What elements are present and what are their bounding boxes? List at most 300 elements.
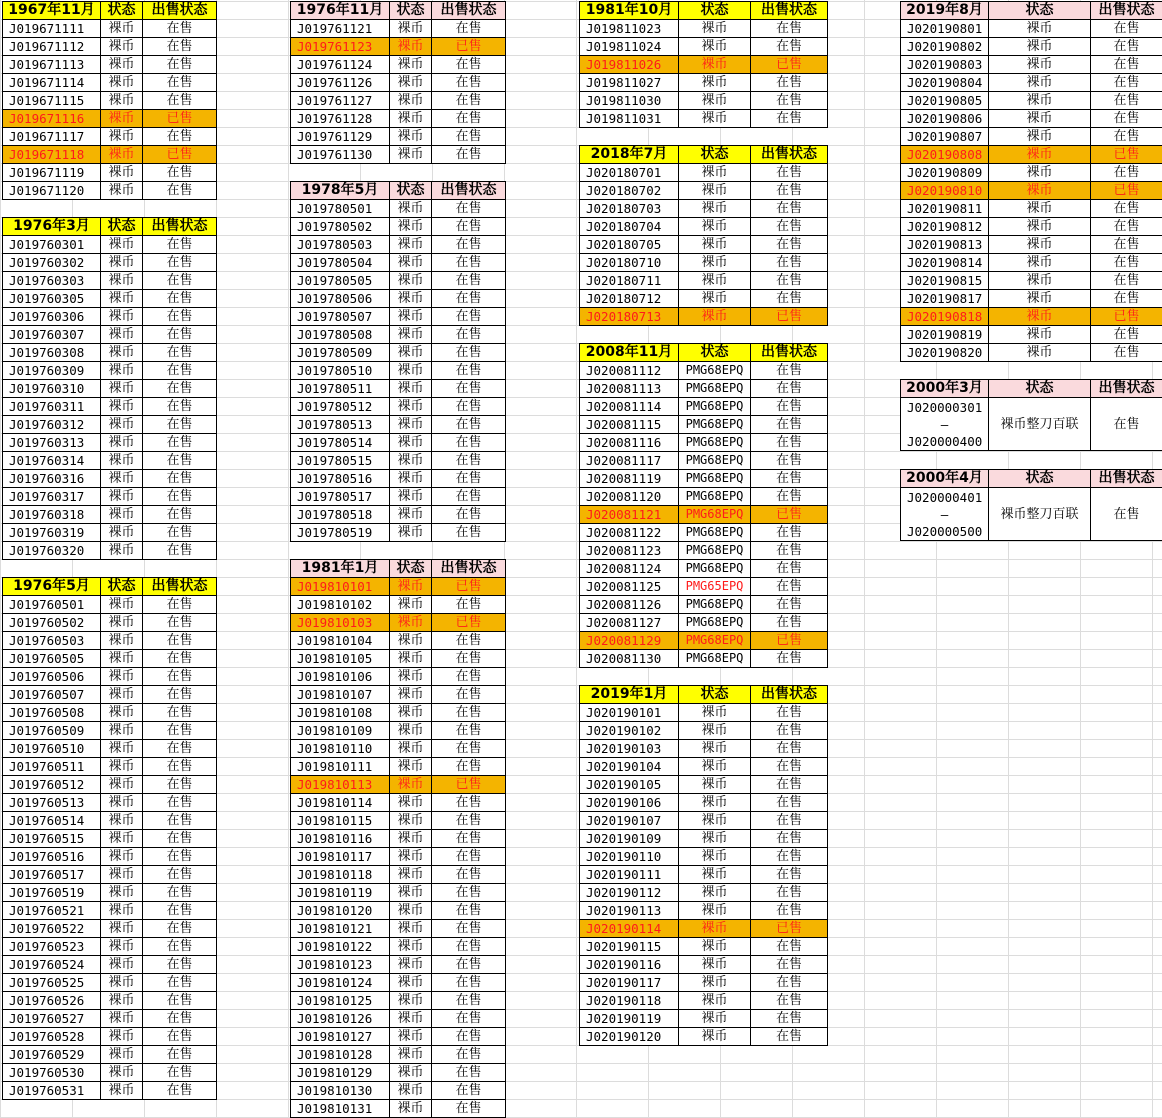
sale-status-cell[interactable]: 在售 [143, 992, 217, 1010]
sale-status-cell[interactable]: 在售 [432, 506, 506, 524]
code-cell[interactable]: J020081114 [580, 398, 679, 416]
sale-status-header-cell[interactable]: 出售状态 [1091, 2, 1162, 20]
type-cell[interactable]: 裸币 [390, 938, 432, 956]
code-cell[interactable]: J019760519 [3, 884, 101, 902]
type-cell[interactable]: 裸币 [679, 866, 751, 884]
sale-status-cell[interactable]: 在售 [432, 20, 506, 38]
sale-status-cell[interactable]: 在售 [751, 794, 828, 812]
code-cell[interactable]: J019811026 [580, 56, 679, 74]
code-cell[interactable]: J019671113 [3, 56, 101, 74]
type-cell[interactable]: 裸币 [989, 182, 1091, 200]
sale-status-cell[interactable]: 在售 [432, 470, 506, 488]
type-cell[interactable]: 裸币 [101, 848, 143, 866]
type-cell[interactable]: 裸币 [101, 434, 143, 452]
type-cell[interactable]: PMG68EPQ [679, 362, 751, 380]
code-cell[interactable]: J019760521 [3, 902, 101, 920]
sale-status-cell[interactable]: 在售 [751, 380, 828, 398]
type-cell[interactable]: 裸币 [390, 290, 432, 308]
block-title-cell[interactable]: 2018年7月 [580, 146, 679, 164]
sale-status-cell[interactable]: 在售 [432, 326, 506, 344]
code-cell[interactable]: J019810116 [291, 830, 390, 848]
code-cell[interactable]: J019760526 [3, 992, 101, 1010]
code-cell[interactable]: J020190812 [901, 218, 989, 236]
code-cell[interactable]: J019760507 [3, 686, 101, 704]
type-cell[interactable]: 裸币 [390, 974, 432, 992]
block-title-cell[interactable]: 1976年5月 [3, 578, 101, 596]
sale-status-cell[interactable]: 在售 [432, 200, 506, 218]
type-cell[interactable]: 裸币 [679, 776, 751, 794]
status-header-cell[interactable]: 状态 [101, 218, 143, 236]
code-cell[interactable]: J020180703 [580, 200, 679, 218]
sale-status-cell[interactable]: 在售 [751, 452, 828, 470]
type-cell[interactable]: 裸币 [101, 596, 143, 614]
code-cell[interactable]: J019671115 [3, 92, 101, 110]
code-cell[interactable]: J019760506 [3, 668, 101, 686]
sale-status-cell[interactable]: 在售 [143, 866, 217, 884]
code-cell[interactable]: J020081116 [580, 434, 679, 452]
code-cell[interactable]: J019760509 [3, 722, 101, 740]
code-cell[interactable]: J019671118 [3, 146, 101, 164]
sale-status-cell[interactable]: 在售 [751, 830, 828, 848]
sale-status-header-cell[interactable]: 出售状态 [432, 182, 506, 200]
code-cell[interactable]: J019761130 [291, 146, 390, 164]
type-cell[interactable]: 裸币 [989, 38, 1091, 56]
sale-status-cell[interactable]: 在售 [1091, 128, 1162, 146]
code-cell[interactable]: J019671119 [3, 164, 101, 182]
code-cell[interactable]: J019760320 [3, 542, 101, 560]
code-cell[interactable]: J020081125 [580, 578, 679, 596]
type-cell[interactable]: 裸币 [679, 254, 751, 272]
type-cell[interactable]: 裸币 [101, 758, 143, 776]
code-cell[interactable]: J019810118 [291, 866, 390, 884]
sale-status-cell[interactable]: 在售 [432, 650, 506, 668]
sale-status-cell[interactable]: 在售 [751, 362, 828, 380]
sale-status-cell[interactable]: 在售 [432, 848, 506, 866]
sale-status-cell[interactable]: 在售 [1091, 218, 1162, 236]
code-cell[interactable]: J019760301 [3, 236, 101, 254]
code-cell[interactable]: J019760516 [3, 848, 101, 866]
sale-status-cell[interactable]: 在售 [751, 578, 828, 596]
type-cell[interactable]: 裸币 [390, 614, 432, 632]
code-cell[interactable]: J019780504 [291, 254, 390, 272]
type-cell[interactable]: 裸币 [679, 920, 751, 938]
type-cell[interactable]: 裸币 [679, 956, 751, 974]
code-cell[interactable]: J020180704 [580, 218, 679, 236]
sale-status-cell[interactable]: 在售 [143, 308, 217, 326]
code-cell[interactable]: J019780511 [291, 380, 390, 398]
status-header-cell[interactable]: 状态 [989, 2, 1091, 20]
code-cell[interactable]: J020190115 [580, 938, 679, 956]
code-cell[interactable]: J019760525 [3, 974, 101, 992]
code-cell[interactable]: J020190120 [580, 1028, 679, 1046]
sale-status-cell[interactable]: 在售 [143, 290, 217, 308]
type-cell[interactable]: 裸币 [390, 200, 432, 218]
code-cell[interactable]: J019810124 [291, 974, 390, 992]
type-cell[interactable]: 裸币 [679, 38, 751, 56]
sale-status-cell[interactable]: 在售 [751, 398, 828, 416]
code-cell[interactable]: J019810113 [291, 776, 390, 794]
type-cell[interactable]: 裸币 [679, 704, 751, 722]
type-cell[interactable]: 裸币 [989, 236, 1091, 254]
type-cell[interactable]: 裸币 [989, 128, 1091, 146]
type-cell[interactable]: 裸币整刀百联 [989, 398, 1091, 451]
code-cell[interactable]: J020190805 [901, 92, 989, 110]
code-cell[interactable]: J019760316 [3, 470, 101, 488]
sale-status-cell[interactable]: 在售 [1091, 236, 1162, 254]
sale-status-cell[interactable]: 在售 [432, 884, 506, 902]
type-cell[interactable]: 裸币 [679, 236, 751, 254]
type-cell[interactable]: 裸币 [989, 20, 1091, 38]
code-cell[interactable]: J019760303 [3, 272, 101, 290]
type-cell[interactable]: 裸币 [679, 290, 751, 308]
code-cell[interactable]: J019760517 [3, 866, 101, 884]
type-cell[interactable]: 裸币 [101, 614, 143, 632]
type-cell[interactable]: 裸币 [101, 416, 143, 434]
code-cell[interactable]: J019780518 [291, 506, 390, 524]
sale-status-cell[interactable]: 在售 [432, 596, 506, 614]
code-cell[interactable]: J020180712 [580, 290, 679, 308]
type-cell[interactable]: 裸币 [101, 812, 143, 830]
type-cell[interactable]: 裸币 [679, 884, 751, 902]
sale-status-cell[interactable]: 在售 [143, 884, 217, 902]
sale-status-cell[interactable]: 在售 [751, 866, 828, 884]
type-cell[interactable]: 裸币 [989, 110, 1091, 128]
code-cell[interactable]: J019780514 [291, 434, 390, 452]
code-cell[interactable]: J020180711 [580, 272, 679, 290]
sale-status-cell[interactable]: 在售 [432, 434, 506, 452]
sale-status-cell[interactable]: 在售 [432, 110, 506, 128]
type-cell[interactable]: 裸币 [390, 236, 432, 254]
sale-status-cell[interactable]: 在售 [751, 20, 828, 38]
code-cell[interactable]: J020190103 [580, 740, 679, 758]
type-cell[interactable]: PMG68EPQ [679, 416, 751, 434]
type-cell[interactable]: 裸币 [679, 902, 751, 920]
code-cell[interactable]: J020180710 [580, 254, 679, 272]
block-title-cell[interactable]: 2008年11月 [580, 344, 679, 362]
sale-status-cell[interactable]: 在售 [432, 236, 506, 254]
code-cell[interactable]: J020190804 [901, 74, 989, 92]
type-cell[interactable]: 裸币 [101, 866, 143, 884]
code-cell[interactable]: J020180713 [580, 308, 679, 326]
type-cell[interactable]: 裸币 [101, 884, 143, 902]
sale-status-cell[interactable]: 在售 [751, 236, 828, 254]
sale-status-cell[interactable]: 在售 [432, 524, 506, 542]
sale-status-cell[interactable]: 在售 [432, 308, 506, 326]
type-cell[interactable]: 裸币 [390, 272, 432, 290]
type-cell[interactable]: 裸币 [679, 92, 751, 110]
code-cell[interactable]: J019810122 [291, 938, 390, 956]
block-title-cell[interactable]: 2019年1月 [580, 686, 679, 704]
code-cell[interactable]: J020190820 [901, 344, 989, 362]
type-cell[interactable]: 裸币 [390, 794, 432, 812]
type-cell[interactable]: 裸币 [101, 128, 143, 146]
code-cell[interactable]: J019810120 [291, 902, 390, 920]
sale-status-cell[interactable]: 已售 [432, 578, 506, 596]
sale-status-header-cell[interactable]: 出售状态 [143, 2, 217, 20]
type-cell[interactable]: 裸币 [679, 218, 751, 236]
code-cell[interactable]: J020180702 [580, 182, 679, 200]
sale-status-cell[interactable]: 在售 [751, 740, 828, 758]
sale-status-cell[interactable]: 在售 [143, 956, 217, 974]
type-cell[interactable]: 裸币 [679, 722, 751, 740]
block-title-cell[interactable]: 1981年10月 [580, 2, 679, 20]
sale-status-cell[interactable]: 已售 [1091, 146, 1162, 164]
status-header-cell[interactable]: 状态 [390, 560, 432, 578]
sale-status-cell[interactable]: 在售 [432, 668, 506, 686]
code-cell[interactable]: J019780510 [291, 362, 390, 380]
type-cell[interactable]: PMG68EPQ [679, 596, 751, 614]
type-cell[interactable]: 裸币 [390, 20, 432, 38]
sale-status-cell[interactable]: 在售 [432, 1064, 506, 1082]
type-cell[interactable]: 裸币 [390, 830, 432, 848]
code-cell[interactable]: J019810119 [291, 884, 390, 902]
code-cell[interactable]: J019810127 [291, 1028, 390, 1046]
sale-status-cell[interactable]: 在售 [751, 110, 828, 128]
type-cell[interactable]: 裸币 [390, 578, 432, 596]
code-cell[interactable]: J019810101 [291, 578, 390, 596]
code-cell[interactable]: J020190116 [580, 956, 679, 974]
sale-status-cell[interactable]: 在售 [143, 1082, 217, 1100]
block-title-cell[interactable]: 1976年3月 [3, 218, 101, 236]
type-cell[interactable]: 裸币 [390, 362, 432, 380]
sale-status-cell[interactable]: 在售 [143, 38, 217, 56]
sale-status-cell[interactable]: 在售 [1091, 488, 1162, 541]
type-cell[interactable]: 裸币 [101, 920, 143, 938]
type-cell[interactable]: 裸币 [390, 254, 432, 272]
type-cell[interactable]: 裸币 [679, 992, 751, 1010]
type-cell[interactable]: 裸币 [390, 470, 432, 488]
code-cell[interactable]: J020190104 [580, 758, 679, 776]
type-cell[interactable]: 裸币 [390, 632, 432, 650]
type-cell[interactable]: 裸币 [390, 488, 432, 506]
type-cell[interactable]: 裸币 [390, 1082, 432, 1100]
sale-status-cell[interactable]: 在售 [432, 488, 506, 506]
code-cell[interactable]: J020190109 [580, 830, 679, 848]
code-cell[interactable]: J019760522 [3, 920, 101, 938]
sale-status-cell[interactable]: 在售 [143, 506, 217, 524]
code-cell[interactable]: J020081117 [580, 452, 679, 470]
range-code-cell[interactable] [901, 398, 989, 451]
code-cell[interactable]: J020081115 [580, 416, 679, 434]
code-cell[interactable]: J019780507 [291, 308, 390, 326]
sale-status-cell[interactable]: 在售 [143, 272, 217, 290]
code-cell[interactable]: J020190106 [580, 794, 679, 812]
type-cell[interactable]: 裸币 [101, 650, 143, 668]
code-cell[interactable]: J020081120 [580, 488, 679, 506]
sale-status-cell[interactable]: 在售 [751, 902, 828, 920]
type-cell[interactable]: PMG68EPQ [679, 560, 751, 578]
code-cell[interactable]: J019780519 [291, 524, 390, 542]
code-cell[interactable]: J020190118 [580, 992, 679, 1010]
sale-status-cell[interactable]: 在售 [751, 218, 828, 236]
sale-status-cell[interactable]: 在售 [1091, 164, 1162, 182]
type-cell[interactable]: 裸币 [390, 668, 432, 686]
type-cell[interactable]: 裸币 [679, 974, 751, 992]
sale-status-cell[interactable]: 在售 [1091, 326, 1162, 344]
sale-status-cell[interactable]: 在售 [143, 668, 217, 686]
range-code-cell[interactable] [901, 488, 989, 541]
sale-status-cell[interactable]: 已售 [751, 308, 828, 326]
code-cell[interactable]: J019810103 [291, 614, 390, 632]
code-cell[interactable]: J020190813 [901, 236, 989, 254]
type-cell[interactable]: 裸币 [989, 308, 1091, 326]
sale-status-cell[interactable]: 在售 [751, 290, 828, 308]
code-cell[interactable]: J019810105 [291, 650, 390, 668]
code-cell[interactable]: J019761123 [291, 38, 390, 56]
type-cell[interactable]: 裸币 [390, 992, 432, 1010]
sale-status-cell[interactable]: 在售 [143, 362, 217, 380]
type-cell[interactable]: 裸币 [390, 506, 432, 524]
code-cell[interactable]: J019810114 [291, 794, 390, 812]
sale-status-cell[interactable]: 在售 [143, 722, 217, 740]
sale-status-cell[interactable]: 在售 [432, 632, 506, 650]
type-cell[interactable]: PMG68EPQ [679, 506, 751, 524]
type-cell[interactable]: 裸币 [101, 776, 143, 794]
code-cell[interactable]: J019780503 [291, 236, 390, 254]
sale-status-header-cell[interactable]: 出售状态 [751, 344, 828, 362]
type-cell[interactable]: 裸币 [101, 56, 143, 74]
sale-status-cell[interactable]: 在售 [143, 326, 217, 344]
type-cell[interactable]: 裸币 [390, 956, 432, 974]
sale-status-cell[interactable]: 在售 [751, 776, 828, 794]
type-cell[interactable]: 裸币 [989, 146, 1091, 164]
type-cell[interactable]: 裸币 [390, 776, 432, 794]
sale-status-cell[interactable]: 已售 [751, 632, 828, 650]
status-header-cell[interactable]: 状态 [679, 2, 751, 20]
sale-status-cell[interactable]: 在售 [1091, 290, 1162, 308]
sale-status-cell[interactable]: 在售 [751, 254, 828, 272]
sale-status-cell[interactable]: 在售 [751, 812, 828, 830]
sale-status-cell[interactable]: 在售 [143, 56, 217, 74]
code-cell[interactable]: J019760306 [3, 308, 101, 326]
type-cell[interactable]: PMG68EPQ [679, 398, 751, 416]
type-cell[interactable]: PMG68EPQ [679, 650, 751, 668]
type-cell[interactable]: 裸币 [101, 308, 143, 326]
sale-status-cell[interactable]: 在售 [143, 164, 217, 182]
type-cell[interactable]: 裸币 [390, 740, 432, 758]
type-cell[interactable]: 裸币 [101, 542, 143, 560]
sale-status-cell[interactable]: 在售 [751, 416, 828, 434]
sale-status-cell[interactable]: 在售 [751, 470, 828, 488]
sale-status-cell[interactable]: 在售 [432, 974, 506, 992]
code-cell[interactable]: J019810110 [291, 740, 390, 758]
type-cell[interactable]: 裸币 [101, 1064, 143, 1082]
type-cell[interactable]: 裸币 [101, 146, 143, 164]
sale-status-cell[interactable]: 在售 [751, 938, 828, 956]
code-cell[interactable]: J019810125 [291, 992, 390, 1010]
sale-status-cell[interactable]: 在售 [432, 704, 506, 722]
sale-status-cell[interactable]: 在售 [751, 560, 828, 578]
type-cell[interactable]: 裸币 [390, 344, 432, 362]
type-cell[interactable]: 裸币 [101, 398, 143, 416]
code-cell[interactable]: J019810106 [291, 668, 390, 686]
type-cell[interactable]: 裸币 [679, 938, 751, 956]
sale-status-cell[interactable]: 在售 [1091, 272, 1162, 290]
sale-status-cell[interactable]: 在售 [432, 128, 506, 146]
sale-status-cell[interactable]: 在售 [143, 524, 217, 542]
sale-status-cell[interactable]: 在售 [432, 380, 506, 398]
sale-status-cell[interactable]: 在售 [143, 254, 217, 272]
type-cell[interactable]: PMG68EPQ [679, 380, 751, 398]
code-cell[interactable]: J019760319 [3, 524, 101, 542]
type-cell[interactable]: 裸币 [989, 218, 1091, 236]
status-header-cell[interactable]: 状态 [101, 578, 143, 596]
sale-status-cell[interactable]: 在售 [1091, 398, 1162, 451]
type-cell[interactable]: 裸币 [679, 272, 751, 290]
type-cell[interactable]: 裸币 [101, 362, 143, 380]
type-cell[interactable]: 裸币 [390, 74, 432, 92]
sale-status-cell[interactable]: 在售 [143, 416, 217, 434]
type-cell[interactable]: 裸币 [101, 1082, 143, 1100]
type-cell[interactable]: 裸币 [390, 452, 432, 470]
code-cell[interactable]: J019671117 [3, 128, 101, 146]
code-cell[interactable]: J020190102 [580, 722, 679, 740]
code-cell[interactable]: J020081124 [580, 560, 679, 578]
sale-status-header-cell[interactable]: 出售状态 [432, 2, 506, 20]
type-cell[interactable]: 裸币 [101, 272, 143, 290]
code-cell[interactable]: J020081112 [580, 362, 679, 380]
type-cell[interactable]: 裸币 [679, 200, 751, 218]
code-cell[interactable]: J019760528 [3, 1028, 101, 1046]
type-cell[interactable]: 裸币 [989, 290, 1091, 308]
sale-status-cell[interactable]: 在售 [432, 1046, 506, 1064]
sale-status-cell[interactable]: 在售 [143, 686, 217, 704]
sale-status-cell[interactable]: 在售 [432, 452, 506, 470]
type-cell[interactable]: PMG68EPQ [679, 488, 751, 506]
code-cell[interactable]: J019760505 [3, 650, 101, 668]
sale-status-cell[interactable]: 在售 [751, 488, 828, 506]
sale-status-cell[interactable]: 已售 [432, 38, 506, 56]
sale-status-cell[interactable]: 在售 [432, 722, 506, 740]
block-title-cell[interactable]: 1981年1月 [291, 560, 390, 578]
sale-status-cell[interactable]: 在售 [143, 380, 217, 398]
sale-status-cell[interactable]: 在售 [751, 92, 828, 110]
code-cell[interactable]: J019760309 [3, 362, 101, 380]
sale-status-cell[interactable]: 在售 [432, 362, 506, 380]
type-cell[interactable]: 裸币 [390, 38, 432, 56]
sale-status-header-cell[interactable]: 出售状态 [751, 146, 828, 164]
code-cell[interactable]: J020190809 [901, 164, 989, 182]
sale-status-cell[interactable]: 在售 [432, 146, 506, 164]
sale-status-cell[interactable]: 已售 [432, 614, 506, 632]
sale-status-cell[interactable]: 在售 [751, 1010, 828, 1028]
block-title-cell[interactable]: 2000年4月 [901, 470, 989, 488]
type-cell[interactable]: 裸币 [679, 794, 751, 812]
type-cell[interactable]: 裸币 [390, 416, 432, 434]
code-cell[interactable]: J019760312 [3, 416, 101, 434]
code-cell[interactable]: J019810104 [291, 632, 390, 650]
sale-status-cell[interactable]: 在售 [143, 704, 217, 722]
type-cell[interactable]: 裸币 [390, 1046, 432, 1064]
code-cell[interactable]: J019780509 [291, 344, 390, 362]
type-cell[interactable]: 裸币 [101, 956, 143, 974]
sale-status-cell[interactable]: 在售 [432, 938, 506, 956]
sale-status-cell[interactable]: 在售 [432, 830, 506, 848]
sale-status-cell[interactable]: 在售 [143, 614, 217, 632]
code-cell[interactable]: J019811027 [580, 74, 679, 92]
type-cell[interactable]: 裸币 [390, 596, 432, 614]
type-cell[interactable]: 裸币 [989, 200, 1091, 218]
type-cell[interactable]: 裸币 [101, 344, 143, 362]
type-cell[interactable]: 裸币 [390, 1028, 432, 1046]
type-cell[interactable]: PMG68EPQ [679, 434, 751, 452]
code-cell[interactable]: J020190113 [580, 902, 679, 920]
code-cell[interactable]: J019671111 [3, 20, 101, 38]
type-cell[interactable]: 裸币 [101, 290, 143, 308]
sale-status-cell[interactable]: 在售 [143, 812, 217, 830]
code-cell[interactable]: J020190101 [580, 704, 679, 722]
code-cell[interactable]: J019760305 [3, 290, 101, 308]
